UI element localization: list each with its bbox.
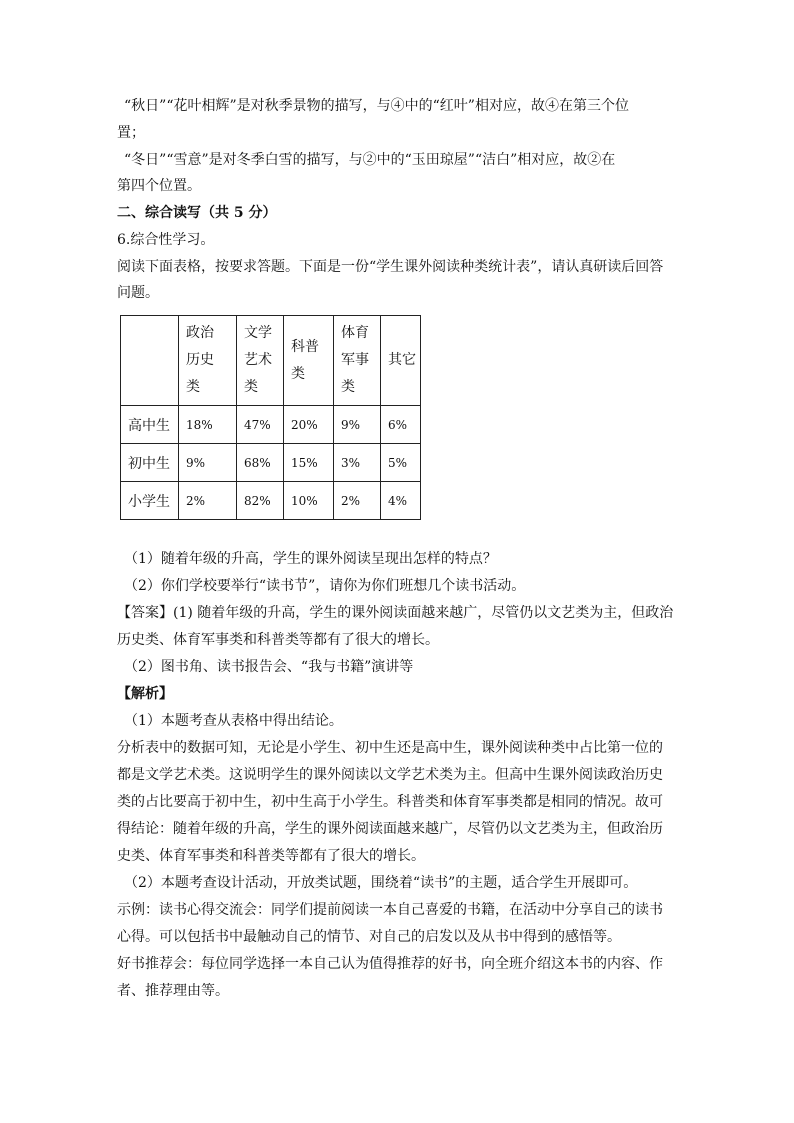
table-cell: 82% [237,482,284,520]
analysis-line: 史类、体育军事类和科普类等都有了很大的增长。 [117,848,425,864]
table-cell: 4% [381,482,421,520]
analysis-line: （2）本题考查设计活动，开放类试题，围绕着“读书”的主题，适合学生开展即可。 [124,875,638,891]
table-row-label: 高中生 [121,406,179,444]
table-cell: 9% [179,444,237,482]
answer-line: 【答案】(1) 随着年级的升高，学生的课外阅读面越来越广，尽管仍以文艺类为主，但政治 [117,605,674,621]
table-cell: 68% [237,444,284,482]
analysis-line: 得结论：随着年级的升高，学生的课外阅读面越来越广，尽管仍以文艺类为主，但政治历 [117,821,663,837]
text-line: 第四个位置。 [117,178,201,194]
table-row [121,482,421,520]
text-line: “秋日”“花叶相辉”是对秋季景物的描写，与④中的“红叶”相对应，故④在第三个位 [124,98,629,114]
table-header-cell: 政治 历史 类 [179,316,237,406]
answer-line: 历史类、体育军事类和科普类等都有了很大的增长。 [117,632,439,648]
table-header-row [121,316,421,406]
table-row-label: 小学生 [121,482,179,520]
text-line: 阅读下面表格，按要求答题。下面是一份“学生课外阅读种类统计表”，请认真研读后回答 [117,259,664,275]
answer-line: （2）图书角、读书报告会、“我与书籍”演讲等 [124,659,414,675]
table-header-cell: 科普 类 [284,316,334,406]
table-cell: 3% [334,444,381,482]
table-cell: 6% [381,406,421,444]
table-cell: 2% [334,482,381,520]
table-header-cell: 文学 艺术 类 [237,316,284,406]
table-cell: 9% [334,406,381,444]
table-header-cell [121,316,179,406]
analysis-line: 好书推荐会：每位同学选择一本自己认为值得推荐的好书，向全班介绍这本书的内容、作 [117,956,663,972]
reading-statistics-table [120,315,421,520]
text-line: “冬日”“雪意”是对冬季白雪的描写，与②中的“玉田琼屋”“洁白”相对应，故②在 [124,152,616,168]
table-cell: 10% [284,482,334,520]
analysis-line: 类的占比要高于初中生，初中生高于小学生。科普类和体育军事类都是相同的情况。故可 [117,794,663,810]
table-cell: 18% [179,406,237,444]
table-cell: 20% [284,406,334,444]
section-heading: 二、综合读写（共 5 分） [117,205,277,221]
table-header-cell: 其它 [381,316,421,406]
table-cell: 5% [381,444,421,482]
analysis-line: 心得。可以包括书中最触动自己的情节、对自己的启发以及从书中得到的感悟等。 [117,929,621,945]
table-cell: 15% [284,444,334,482]
table-cell: 47% [237,406,284,444]
analysis-line: 都是文学艺术类。这说明学生的课外阅读以文学艺术类为主。但高中生课外阅读政治历史 [117,767,663,783]
analysis-line: 示例：读书心得交流会：同学们提前阅读一本自己喜爱的书籍，在活动中分享自己的读书 [117,902,663,918]
question-1: （1）随着年级的升高，学生的课外阅读呈现出怎样的特点？ [124,551,497,567]
question-2: （2）你们学校要举行“读书节”，请你为你们班想几个读书活动。 [124,578,526,594]
table-row [121,444,421,482]
analysis-line: 分析表中的数据可知，无论是小学生、初中生还是高中生，课外阅读种类中占比第一位的 [117,740,663,756]
text-line: 置； [117,125,145,141]
analysis-line: 者、推荐理由等。 [117,983,229,999]
table-cell: 2% [179,482,237,520]
question-title: 6.综合性学习。 [117,232,215,248]
table-row [121,406,421,444]
text-line: 问题。 [117,285,159,301]
table-row-label: 初中生 [121,444,179,482]
analysis-line: （1）本题考查从表格中得出结论。 [124,713,343,729]
analysis-heading: 【解析】 [117,686,173,702]
table-header-cell: 体育 军事 类 [334,316,381,406]
